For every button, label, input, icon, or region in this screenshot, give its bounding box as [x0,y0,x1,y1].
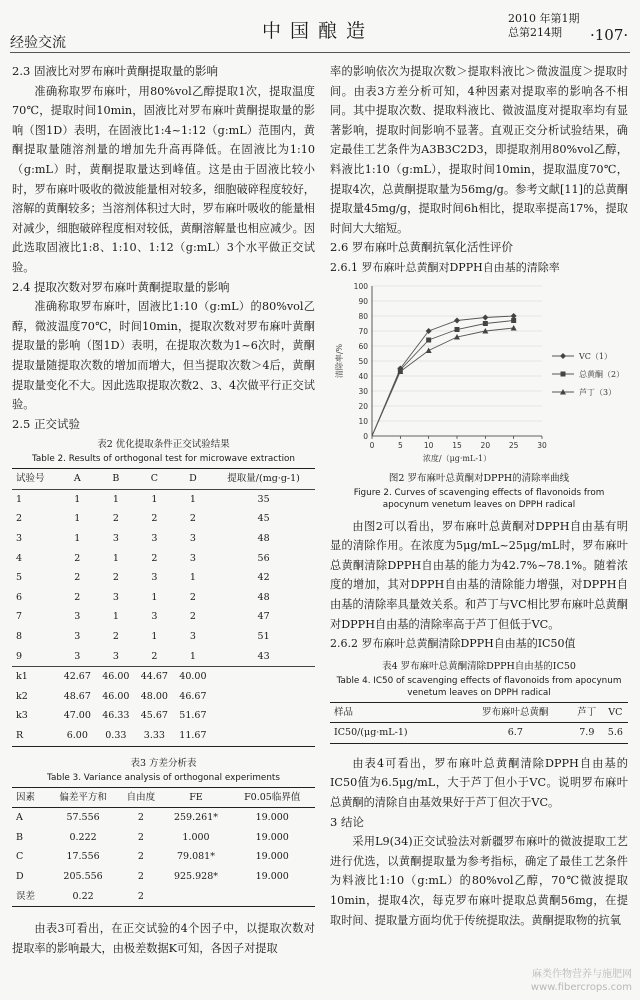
figure-2-discussion: 由图2可以看出，罗布麻叶总黄酮对DPPH自由基有明显的清除作用。在浓度为5μg/mL~25μg/mL时，罗布麻叶总黄酮清除DPPH自由基的能力为42.7%~78.1%。随着浓度的增加，其对DPPH自由基的清除能力增强，对DPPH自由基的清除率具量效关系。和芦丁与VC相比罗布麻叶总黄酮对DPPH自由基的清除率高于芦丁但低于VC。 [330,519,628,631]
table-cell [229,887,315,907]
table-cell: 19.000 [255,851,289,863]
table-header-row [12,469,315,490]
table-header-cell: D [189,473,197,485]
table-cell: 17.556 [66,851,100,863]
table-cell: 51 [257,631,270,643]
table-row [12,509,315,529]
table-cell: 48.00 [140,690,168,702]
watermark-url: www.fibercrops.com [530,982,632,993]
legend-label: VC（1） [579,351,612,361]
figure-2-svg [330,278,628,468]
journal-title: 中国酿造 [262,20,375,42]
table-3-discussion: 由表3可看出，在正交试验的4个因子中，以提取次数对提取率的影响最大，由极差数据K可知，各因子对提取 [12,922,315,955]
section-2-3-body: 准确称取罗布麻叶，用80%vol乙醇提取1次，提取温度70℃，提取时间10min，固液比对罗布麻叶黄酮提取量的影响（图1D）表明，在固液比1:4~1:12（g:mL）范围内，黄酮提取量随溶剂量的增加先升高再降低。在固液比为1:10（g:mL）时，黄酮提取量达到峰值。这是由于固液比较小时，罗布麻叶吸收的微波能量相对较多，细胞破碎程度较好，溶解的黄酮较多；当溶剂体积过大时，罗布麻叶吸收的能量相对减少，细胞破碎程度相对较低，黄酮溶解量也相应减少。因此选取固液比1:8、1:10、1:12（g:mL）3个水平做正交试验。 [12,84,315,274]
analysis-paragraph: 率的影响依次为提取次数＞提取料液比＞微波温度＞提取时间。由表3方差分析可知，4种因素对提取率的影响各不相同。其中提取次数、提取料液比、微波温度对提取率均有显著影响，提取时间影响不显著。直观正交分析试验结果，确定最佳工艺条件为A3B3C2D3，即提取剂用80%vol乙醇，料液比1:10（g:mL），提取时间10min，提取温度70℃，提取4次，总黄酮提取量为56mg/g。参考文献[11]的总黄酮提取量45mg/g，提取时间6h相比，提取率提高17%，提取时间大大缩短。 [330,65,628,235]
table-cell: 42.67 [63,671,91,683]
table-cell: 2 [151,650,158,662]
table-cell: 2 [74,591,81,603]
table-header-cell: F0.05临界值 [244,791,301,803]
table-header-cell: 样品 [334,706,354,718]
section-2-6-1-title: 2.6.1 罗布麻叶总黄酮对DPPH自由基的清除率 [330,260,560,274]
table-cell: 19.000 [255,870,289,882]
table-cell: 2 [112,513,119,525]
table-cell: 1 [151,631,158,643]
legend-label: 芦丁（3） [579,387,617,397]
table-cell: 5.6 [607,727,623,739]
section-2-5-title: 2.5 正交试验 [12,416,80,431]
table-cell: D [16,870,24,882]
table-cell: 2 [189,611,196,623]
series-line-3 [372,328,514,436]
table-cell: k2 [16,690,28,702]
issue-info [508,12,580,40]
table-cell: 57.556 [66,812,100,824]
table-cell: 48.67 [63,690,91,702]
table-cell [163,887,230,907]
table-cell: 48 [257,533,270,545]
table-cell: 2 [151,552,158,564]
table-cell: 45.67 [140,710,168,722]
table-row [12,667,315,687]
table-cell: IC50/(μg·mL-1) [334,727,408,739]
table-cell: 2 [189,591,196,603]
table-cell: 2 [74,552,81,564]
table-cell: 1 [74,513,81,525]
table-cell: 7.9 [579,727,595,739]
table-cell: 1.000 [182,831,210,843]
section-2-3-title: 2.3 固液比对罗布麻叶黄酮提取量的影响 [12,64,218,78]
table-cell: 2 [112,631,119,643]
table-row [12,627,315,647]
watermark-name: 麻类作物营养与施肥网 [532,969,632,980]
table-cell: 3 [151,533,158,545]
table-cell: B [16,831,23,843]
table-cell: 6 [16,591,23,603]
table-2-caption-en: Table 2. Results of orthogonal test for microwave extraction [32,454,295,465]
table-row [12,529,315,549]
table-cell: 3 [16,533,23,545]
table-cell: 45 [257,513,270,525]
table-cell: 2 [137,870,144,882]
page-header [0,0,640,54]
x-tick-label: 5 [397,440,403,450]
section-2-6-title: 2.6 罗布麻叶总黄酮抗氧化活性评价 [330,240,513,255]
table-cell: 1 [112,552,119,564]
table-cell: 3 [189,552,196,564]
x-tick-label: 15 [452,440,462,450]
x-tick-label: 30 [537,440,547,450]
column-label: 经验交流 [10,35,66,51]
table-4-caption-cn: 表4 罗布麻叶总黄酮清除DPPH自由基的IC50 [382,660,576,672]
table-header-cell: A [73,473,81,485]
legend-marker [560,353,566,359]
table-row [12,607,315,627]
page-number: ·107· [590,26,629,44]
data-point-series-2 [483,321,488,326]
data-point-series-2 [511,318,516,323]
table-cell: 9 [16,650,23,662]
table-cell: 3 [112,533,119,545]
table-header-row [12,787,315,808]
table-header-cell: 自由度 [126,791,156,803]
table-cell: 51.67 [179,710,207,722]
table-cell: 2 [189,513,196,525]
table-cell: 误差 [16,890,36,902]
table-cell: 0.22 [72,890,94,902]
table-cell: 2 [137,831,144,843]
x-axis-label: 浓度/（μg·mL-1） [422,453,492,463]
table-cell: 6.7 [507,727,523,739]
watermark [531,968,632,994]
table-4-caption-en: Table 4. IC50 of scavenging effects of flavonoids from apocynum venetum leaves on DPPH radical [336,675,622,698]
table-cell: 1 [189,650,196,662]
table-header-cell: 罗布麻叶总黄酮 [482,706,549,718]
table-header-cell: 提取量/(mg·g-1) [227,473,300,485]
table-row [12,489,315,509]
figure-2-caption-en: Figure 2. Curves of scavenging effects of flavonoids from apocynum venetum leaves on DPPH radical [353,487,605,510]
table-cell: 1 [112,611,119,623]
x-tick-label: 25 [508,440,519,450]
table-cell: 79.081* [176,851,215,863]
table-header-cell: 试验号 [16,473,45,485]
table-cell: 3 [74,650,81,662]
y-tick-label: 30 [358,386,368,396]
y-tick-label: 20 [358,401,368,411]
section-2-6-2-title: 2.6.2 罗布麻叶总黄酮清除DPPH自由基的IC50值 [330,637,576,651]
table-cell: 3 [151,611,158,623]
issue-total: 总第214期 [508,26,562,39]
table-cell: 2 [137,890,144,902]
table-2-orthogonal-results [12,468,315,746]
table-cell: A [16,812,23,824]
table-cell: 3.33 [143,730,165,741]
table-header-row [330,702,628,723]
section-2-4-body: 准确称取罗布麻叶，固液比1:10（g:mL）的80%vol乙醇，微波温度70℃，时间10min，提取次数对罗布麻叶黄酮提取量的影响（图1D）表明，在提取次数为1~6次时，黄酮提取量随提取次数的增加而增大，但当提取次数＞4后，黄酮提取量变化不大。因此选取提取次数2、3、4次做平行正交试验。 [12,300,315,412]
table-cell: 3 [189,631,196,643]
table-row [12,726,315,746]
data-point-series-2 [426,337,431,342]
table-cell: 19.000 [255,831,289,843]
table-cell: 2 [74,572,81,584]
table-cell: 3 [151,572,158,584]
table-header-cell: 芦丁 [577,706,597,718]
table-header-cell: 偏差平方和 [59,791,107,803]
left-column [12,62,315,958]
section-3-title: 3 结论 [330,814,364,829]
table-cell: 1 [16,493,23,505]
table-cell: 1 [74,533,81,545]
table-cell: 1 [189,572,196,584]
table-2-body [12,489,315,746]
table-cell: 1 [151,493,158,505]
table-row [12,706,315,726]
table-row [330,723,628,744]
issue-year: 2010 年第1期 [508,12,580,25]
table-cell: 0.222 [69,831,97,843]
table-cell: 2 [151,513,158,525]
figure-2-chart [330,278,628,468]
table-2-caption-cn: 表2 优化提取条件正交试验结果 [97,439,230,451]
table-cell: 1 [74,493,81,505]
table-3-body [12,808,315,907]
table-cell: 3 [112,591,119,603]
conclusion-paragraph: 采用L9(34)正交试验法对新疆罗布麻叶的微波提取工艺进行优选，以黄酮提取量为参考指标，确定了最佳工艺条件为料液比1:10（g:mL）的80%vol乙醇，70℃微波提取10min，提取4次，每克罗布麻叶提取总黄酮56mg，在提取时间、提取量方面均优于传统提取法。黄酮提取物的抗氧 [330,835,628,927]
table-cell: 3 [74,631,81,643]
table-header-cell: C [150,473,159,485]
data-point-series-3 [511,325,517,331]
table-cell: 1 [189,493,196,505]
series-line-2 [372,320,514,436]
data-point-series-1 [454,317,460,323]
table-cell: 0.33 [105,730,127,741]
y-tick-label: 60 [358,341,368,351]
table-cell: 8 [16,631,23,643]
table-cell: k1 [16,671,28,683]
table-cell: C [16,851,24,863]
y-tick-label: 80 [358,311,368,321]
y-tick-label: 70 [358,326,368,336]
table-cell: 46.00 [102,690,130,702]
table-cell: 6.00 [66,730,88,741]
table-4-ic50 [330,702,628,744]
table-cell: 11.67 [179,730,207,741]
right-column [330,62,628,930]
x-tick-label: 0 [369,440,375,450]
table-row [12,687,315,707]
header-rule [10,52,630,53]
x-tick-label: 10 [423,440,434,450]
table-cell: 42 [257,572,270,584]
figure-2-caption-cn: 图2 罗布麻叶总黄酮对DPPH的清除率曲线 [388,472,570,484]
table-cell: R [16,730,24,741]
y-tick-label: 50 [358,356,368,366]
table-cell: 1 [151,591,158,603]
table-cell: 46.00 [102,671,130,683]
table-cell: 19.000 [255,812,289,824]
table-cell: 2 [137,851,144,863]
table-cell: 44.67 [140,671,168,683]
table-cell: 48 [257,591,270,603]
table-cell: 47.00 [63,710,91,722]
table-cell: 3 [189,533,196,545]
table-3-caption-en: Table 3. Variance analysis of orthogonal experiments [47,772,280,783]
x-tick-label: 20 [480,440,491,450]
table-row [12,828,315,848]
table-cell: 35 [257,493,270,505]
table-cell: 56 [257,552,270,564]
table-cell: 259.261* [173,812,218,824]
table-cell: 46.33 [102,710,130,722]
data-point-series-3 [426,347,432,353]
section-2-4-title: 2.4 提取次数对罗布麻叶黄酮提取量的影响 [12,279,230,294]
table-cell: 43 [257,650,270,662]
table-cell: 46.67 [179,690,207,702]
table-cell: 205.556 [63,870,103,882]
table-cell: 925.928* [173,870,218,882]
table-cell: 1 [112,493,119,505]
table-cell: 3 [74,611,81,623]
table-header-cell: VC [608,706,623,718]
table-row [12,847,315,867]
legend-label: 总黄酮（2） [579,369,625,379]
table-cell: 3 [112,650,119,662]
table-3-variance-analysis [12,787,315,908]
y-tick-label: 40 [358,371,368,381]
table-cell: 2 [137,812,144,824]
table-header-cell: B [112,473,120,485]
table-row [12,647,315,667]
table-cell: 2 [112,572,119,584]
table-row [12,568,315,588]
table-cell: 4 [16,552,23,564]
y-tick-label: 100 [353,281,368,291]
table-cell: k3 [16,710,28,722]
table-4-discussion: 由表4可看出，罗布麻叶总黄酮清除DPPH自由基的IC50值为6.5μg/mL，大于芦丁但小于VC。说明罗布麻叶总黄酮的清除自由基效果好于芦丁但次于VC。 [330,756,628,810]
table-cell: 5 [16,572,23,584]
table-header-cell: FE [189,791,203,803]
y-tick-label: 90 [358,296,368,306]
y-tick-label: 10 [358,416,368,426]
table-3-caption-cn: 表3 方差分析表 [130,757,197,769]
y-tick-label: 0 [363,431,368,441]
table-row [12,588,315,608]
table-header-cell: 因素 [16,791,36,803]
table-cell: 47 [257,611,270,623]
table-row [12,808,315,828]
table-cell: 40.00 [179,671,207,683]
data-point-series-2 [455,327,460,332]
y-axis-label: 清除率/% [335,343,344,378]
table-cell: 7 [16,611,23,623]
legend-marker [561,371,566,376]
table-row [12,549,315,569]
table-row [12,867,315,887]
data-point-series-1 [482,314,488,320]
table-cell: 2 [16,513,23,525]
table-row [12,887,315,907]
